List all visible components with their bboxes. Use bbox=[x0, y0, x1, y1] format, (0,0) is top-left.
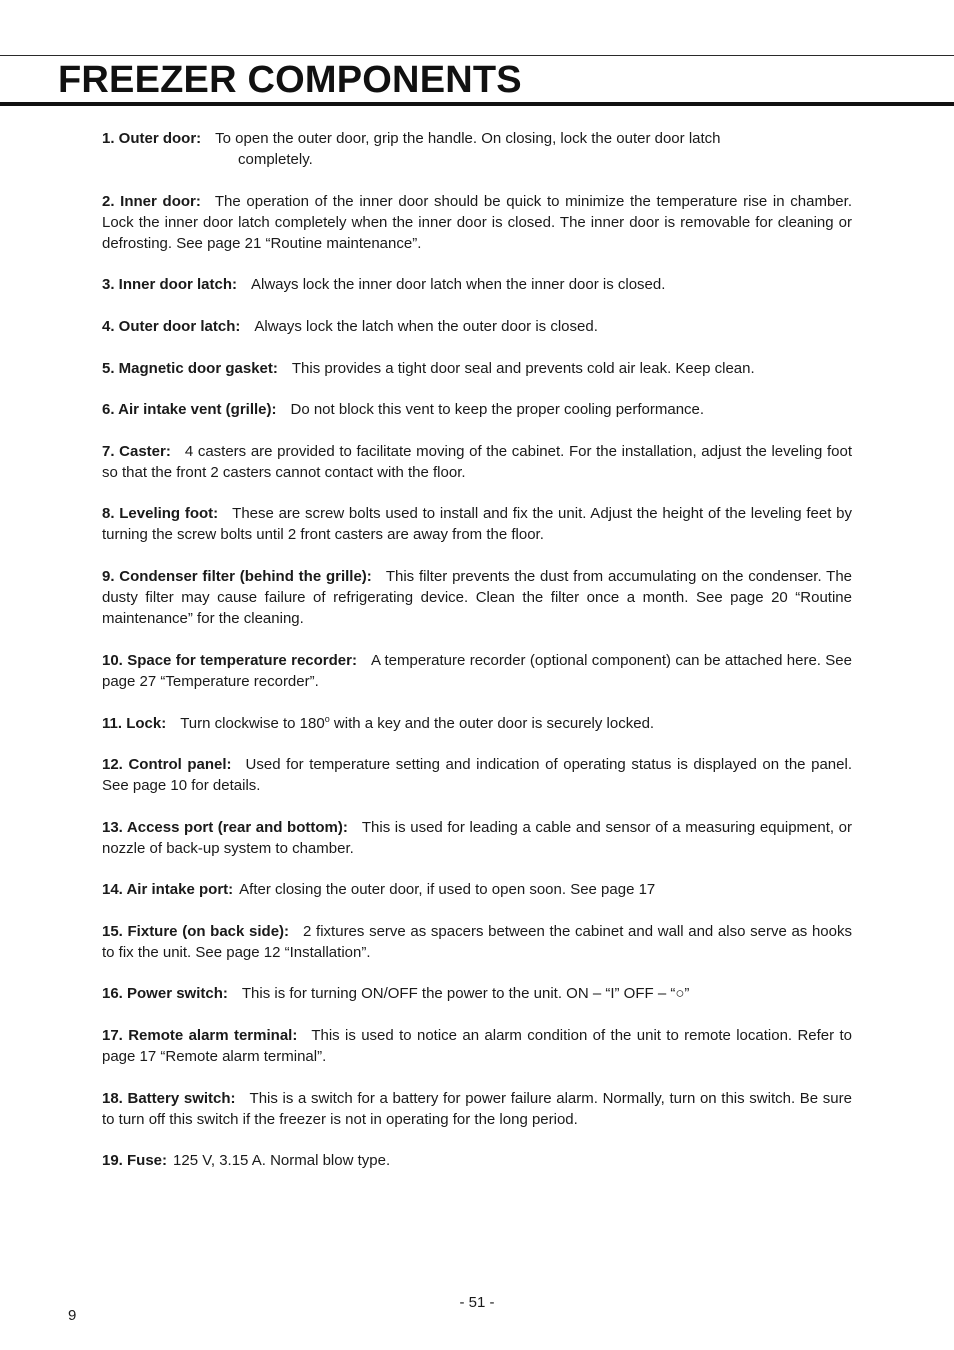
item-text: Always lock the inner door latch when the inner door is closed. bbox=[251, 276, 666, 293]
item-text: 125 V, 3.15 A. Normal blow type. bbox=[173, 1152, 391, 1169]
list-item bbox=[102, 128, 852, 170]
list-item bbox=[102, 503, 852, 545]
list-item bbox=[102, 754, 852, 796]
item-label: 11. Lock: bbox=[102, 715, 167, 732]
item-label: 19. Fuse: bbox=[102, 1152, 168, 1169]
item-text: This is for turning ON/OFF the power to the unit. ON – “I” OFF – “○” bbox=[241, 985, 690, 1002]
list-item bbox=[102, 274, 852, 295]
item-text-continued: completely. bbox=[238, 151, 313, 168]
item-text: This is used to notice an alarm condition of the unit to remote location. Refer to page 17 “Remote alarm terminal”. bbox=[102, 1027, 852, 1065]
list-item bbox=[102, 399, 852, 420]
item-label: 15. Fixture (on back side): bbox=[102, 923, 290, 940]
item-text: The operation of the inner door should be quick to minimize the temperature rise in chamber. Lock the inner door latch completely when the inner door is closed. The inner door is removable for cleaning or defrosting. See page 21 “Routine maintenance”. bbox=[102, 193, 852, 252]
item-label: 18. Battery switch: bbox=[102, 1090, 236, 1107]
item-label: 2. Inner door: bbox=[102, 193, 201, 210]
degree-sign: o bbox=[324, 714, 330, 724]
list-item bbox=[102, 1025, 852, 1067]
item-label: 4. Outer door latch: bbox=[102, 318, 241, 335]
item-text-continued: with a key and the outer door is securely locked. bbox=[329, 715, 655, 732]
item-text: To open the outer door, grip the handle. On closing, lock the outer door latch bbox=[215, 130, 721, 147]
list-item bbox=[102, 566, 852, 629]
item-label: 1. Outer door: bbox=[102, 130, 202, 147]
list-item bbox=[102, 713, 852, 734]
list-item bbox=[102, 650, 852, 692]
item-label: 12. Control panel: bbox=[102, 756, 232, 773]
margin-number: 9 bbox=[68, 1307, 77, 1324]
item-text: Turn clockwise to 180 bbox=[180, 715, 325, 732]
component-list bbox=[102, 128, 852, 1171]
list-item bbox=[102, 1150, 852, 1171]
list-item bbox=[102, 879, 852, 900]
top-rule bbox=[0, 55, 954, 56]
list-item bbox=[102, 921, 852, 963]
list-item bbox=[102, 983, 852, 1004]
page-number: - 51 - bbox=[459, 1294, 495, 1311]
item-text: This is used for leading a cable and sensor of a measuring equipment, or nozzle of back-up system to chamber. bbox=[102, 819, 852, 857]
item-label: 6. Air intake vent (grille): bbox=[102, 401, 277, 418]
item-text: These are screw bolts used to install and fix the unit. Adjust the height of the leveling feet by turning the screw bolts until 2 front casters are away from the floor. bbox=[102, 505, 852, 543]
item-text: This filter prevents the dust from accumulating on the condenser. The dusty filter may cause failure of refrigerating device. Clean the filter once a month. See page 20 “Routine maintenance” for the cleaning. bbox=[102, 568, 852, 627]
item-label: 3. Inner door latch: bbox=[102, 276, 238, 293]
item-label: 8. Leveling foot: bbox=[102, 505, 219, 522]
item-text: Used for temperature setting and indication of operating status is displayed on the panel. See page 10 for details. bbox=[102, 756, 852, 794]
item-text: 4 casters are provided to facilitate moving of the cabinet. For the installation, adjust the leveling foot so that the front 2 casters cannot contact with the floor. bbox=[102, 443, 852, 481]
item-text: This is a switch for a battery for power failure alarm. Normally, turn on this switch. Be sure to turn off this switch if the freezer is not in operating for the long period. bbox=[102, 1090, 852, 1128]
item-label: 16. Power switch: bbox=[102, 985, 228, 1002]
list-item bbox=[102, 316, 852, 337]
list-item bbox=[102, 191, 852, 254]
item-text: This provides a tight door seal and prevents cold air leak. Keep clean. bbox=[291, 360, 755, 377]
item-label: 14. Air intake port: bbox=[102, 881, 234, 898]
item-text: Always lock the latch when the outer door is closed. bbox=[254, 318, 598, 335]
title-rule bbox=[0, 102, 954, 106]
item-label: 5. Magnetic door gasket: bbox=[102, 360, 278, 377]
item-text: 2 fixtures serve as spacers between the cabinet and wall and also serve as hooks to fix the unit. See page 12 “Installation”. bbox=[102, 923, 852, 961]
item-label: 10. Space for temperature recorder: bbox=[102, 652, 357, 669]
page-title: FREEZER COMPONENTS bbox=[58, 59, 522, 101]
item-text: Do not block this vent to keep the proper cooling performance. bbox=[290, 401, 705, 418]
item-text: After closing the outer door, if used to open soon. See page 17 bbox=[239, 881, 656, 898]
item-label: 17. Remote alarm terminal: bbox=[102, 1027, 298, 1044]
item-text: A temperature recorder (optional component) can be attached here. See page 27 “Temperature recorder”. bbox=[102, 652, 852, 690]
list-item bbox=[102, 817, 852, 859]
item-label: 9. Condenser filter (behind the grille): bbox=[102, 568, 372, 585]
list-item bbox=[102, 441, 852, 483]
item-label: 13. Access port (rear and bottom): bbox=[102, 819, 348, 836]
list-item bbox=[102, 358, 852, 379]
list-item bbox=[102, 1088, 852, 1130]
item-label: 7. Caster: bbox=[102, 443, 171, 460]
